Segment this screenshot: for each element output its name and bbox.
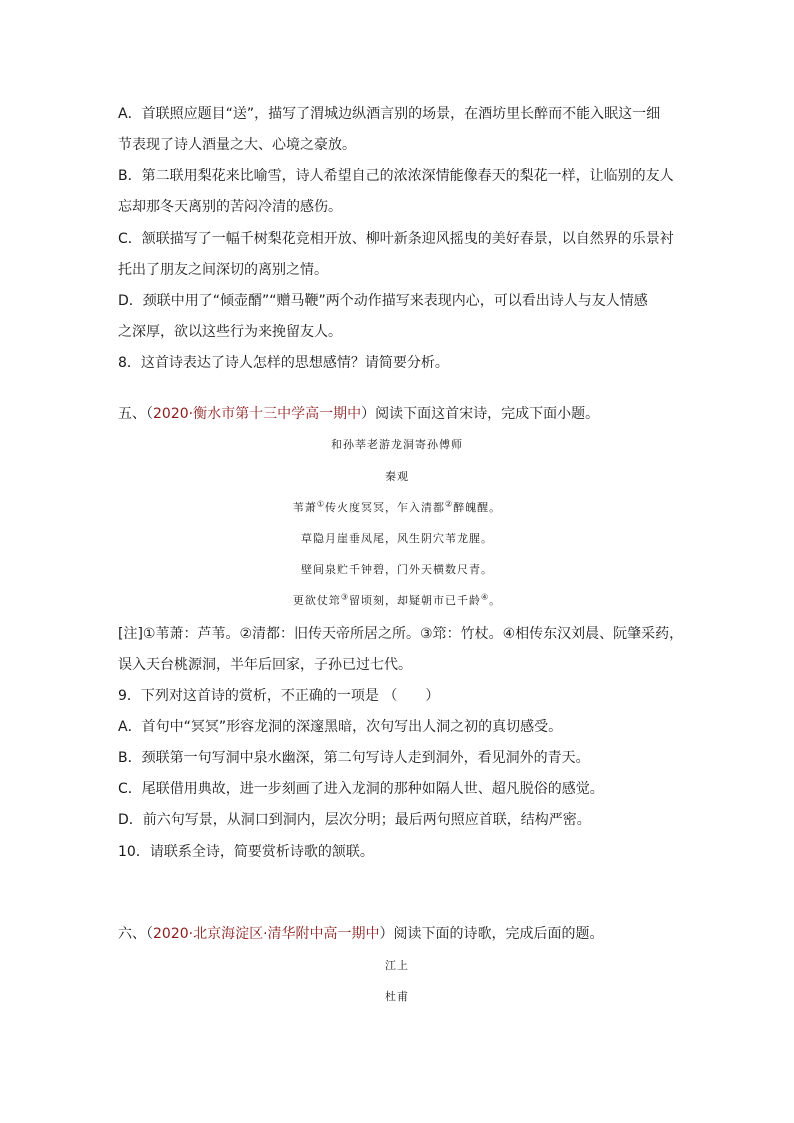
poem-line-text: 留顷刻，却疑朝市已千龄 [349, 594, 481, 607]
poem-1-line-4 [0, 593, 794, 609]
q7-option-a-line2: 节表现了诗人酒量之大、心境之豪放。 [118, 137, 356, 153]
poem-1-line-3 [0, 562, 794, 578]
section-6-source: 2020·北京海淀区·清华附中高一期中 [153, 926, 380, 942]
footnote-marker: ① [316, 499, 325, 509]
q7-option-d-line2: 之深厚，欲以这些行为来挽留友人。 [118, 324, 342, 340]
question-8: 8．这首诗表达了诗人怎样的思想感情？请简要分析。 [118, 355, 449, 371]
q9-option-d: D．前六句写景，从洞口到洞内，层次分明；最后两句照应首联，结构严密。 [118, 812, 591, 828]
poem-line-text: 壁间泉贮千钟碧，门外天横数尺青。 [301, 563, 493, 576]
poem-1-line-1 [0, 500, 794, 516]
section-5-heading [118, 404, 678, 424]
q7-option-d-line1: D．颈联中用了“倾壶醑”“赠马鞭”两个动作描写来表现内心，可以看出诗人与友人情感 [118, 293, 648, 309]
footnote-marker: ② [445, 499, 454, 509]
section-6-heading [118, 924, 678, 944]
footnote-marker: ③ [340, 592, 349, 602]
section-6-suffix: ）阅读下面的诗歌，完成后面的题。 [379, 926, 604, 942]
poem-2-title: 江上 [385, 959, 409, 972]
section-5-prefix: 五、（ [118, 406, 153, 422]
poem-line-text: 传火度冥冥，乍入清都 [325, 501, 445, 514]
poem-line-text: 更欲仗筇 [292, 594, 341, 607]
question-10: 10．请联系全诗，简要赏析诗歌的颔联。 [118, 844, 374, 860]
footnote-marker: ④ [481, 592, 490, 602]
question-9: 9．下列对这首诗的赏析，不正确的一项是 （ ） [118, 688, 440, 704]
q7-option-b-line2: 忘却那冬天离别的苦闷冷清的感伤。 [118, 199, 342, 215]
poem-line-text: 。 [489, 594, 502, 607]
poem-1-title: 和孙莘老游龙洞寄孙傅师 [331, 438, 463, 451]
poem-1-poet: 秦观 [385, 470, 409, 483]
q7-option-c-line2: 托出了朋友之间深切的离别之情。 [118, 262, 328, 278]
q9-option-c: C．尾联借用典故，进一步刻画了进入龙洞的那种如隔人世、超凡脱俗的感觉。 [118, 781, 604, 797]
q7-option-c-line1: C．颔联描写了一幅千树梨花竞相开放、柳叶新条迎风摇曳的美好春景，以自然界的乐景衬 [118, 231, 674, 247]
poem-1-line-2 [0, 531, 794, 547]
section-5-suffix: ）阅读下面这首宋诗，完成下面小题。 [361, 406, 600, 422]
poem-2-poet: 杜甫 [385, 990, 409, 1003]
q9-option-a: A．首句中“冥冥”形容龙洞的深邃黑暗，次句写出人洞之初的真切感受。 [118, 719, 563, 735]
poem-line-text: 草隐月崖垂凤尾，风生阴穴苇龙腥。 [301, 532, 493, 545]
poem-line-text: 醉魄醒。 [453, 501, 502, 514]
section-5-source: 2020·衡水市第十三中学高一期中 [153, 406, 362, 422]
poem-line-text: 苇萧 [292, 501, 317, 514]
q7-option-a-line1: A．首联照应题目“送”，描写了渭城边纵酒言别的场景，在酒坊里长醉而不能入眠这一细 [118, 106, 661, 122]
poem-notes-line1: [注]①苇萧：芦苇。②清都：旧传天帝所居之所。③筇：竹杖。④相传东汉刘晨、阮肇采药， [118, 626, 684, 642]
q9-option-b: B．颈联第一句写洞中泉水幽深，第二句写诗人走到洞外，看见洞外的青天。 [118, 750, 590, 766]
section-6-prefix: 六、（ [118, 926, 153, 942]
poem-notes-line2: 误入天台桃源洞，半年后回家，子孙已过七代。 [118, 657, 412, 673]
q7-option-b-line1: B．第二联用梨花来比喻雪，诗人希望自己的浓浓深情能像春天的梨花一样，让临别的友人 [118, 168, 674, 184]
